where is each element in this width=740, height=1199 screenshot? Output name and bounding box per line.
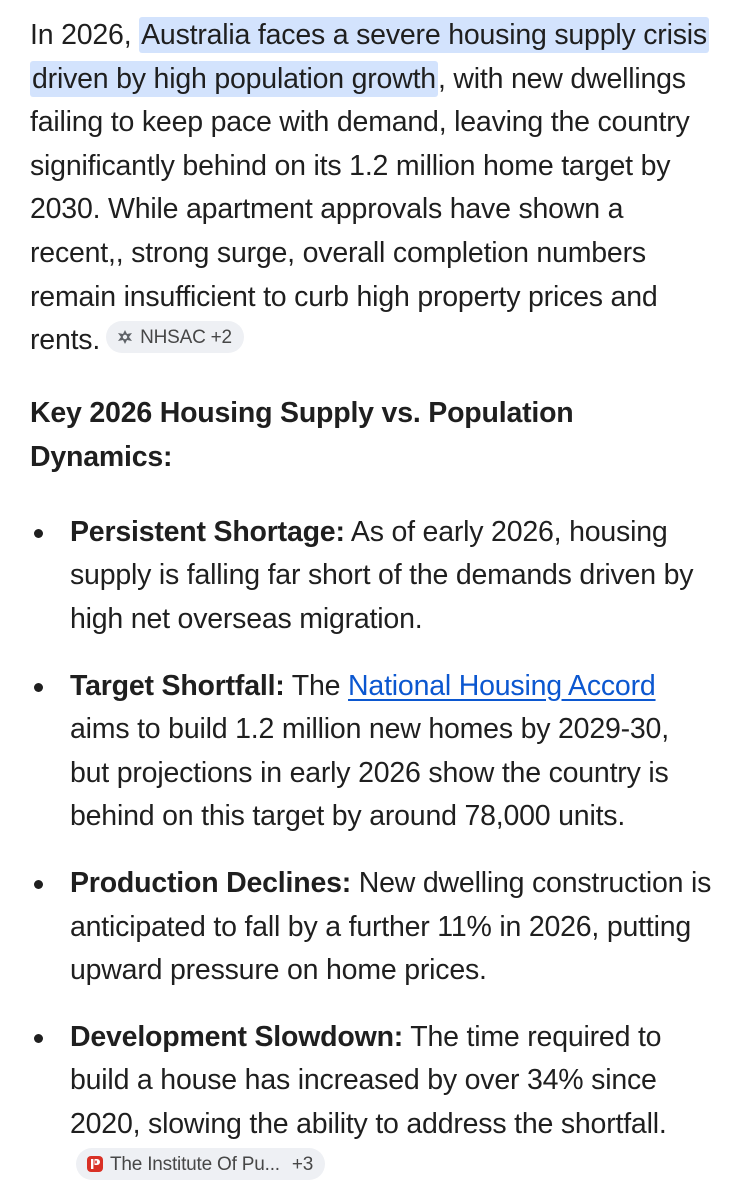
list-item-text: As of early 2026, housing supply is falling far short of the demands driven by high net overseas migration.	[70, 515, 694, 635]
list-item	[30, 1016, 714, 1190]
list-item-term: Persistent Shortage:	[70, 515, 345, 548]
source-chip-nhsac[interactable]	[106, 321, 244, 353]
source-chip-label: NHSAC +2	[140, 326, 232, 348]
source-chip-institute[interactable]	[76, 1148, 325, 1180]
coat-of-arms-icon	[116, 328, 134, 346]
bullet-icon	[34, 880, 43, 889]
list-item-term: Development Slowdown:	[70, 1020, 404, 1053]
source-chip-count: +3	[291, 1153, 314, 1175]
highlighted-claim[interactable]: Australia faces a severe housing supply crisis driven by high population growth	[32, 19, 707, 95]
bullet-icon	[34, 683, 43, 692]
source-chip-label: The Institute Of Pu...	[110, 1153, 280, 1175]
intro-rest: , with new dwellings failing to keep pace with demand, leaving the country significantly behind on its 1.2 million home target by 2030. While apartment approvals have shown a recent,, strong surge, overall completion numbers remain insufficient to curb high property prices and rents.	[30, 62, 690, 357]
list-item-text: New dwelling construction is anticipated to fall by a further 11% in 2026, putting upward pressure on home prices.	[70, 866, 712, 987]
intro-paragraph	[30, 14, 714, 363]
bullet-icon	[34, 529, 43, 538]
institute-logo-icon	[86, 1155, 104, 1173]
list-item	[30, 862, 714, 993]
national-housing-accord-link[interactable]: National Housing Accord	[348, 669, 656, 702]
intro-lead: In 2026,	[30, 19, 140, 51]
bullet-icon	[34, 1034, 43, 1043]
section-heading: Key 2026 Housing Supply vs. Population Dynamics:	[30, 396, 574, 473]
list-item-text-post: aims to build 1.2 million new homes by 2029-30, but projections in early 2026 show the country is behind on this target by around 78,000 units.	[70, 713, 669, 833]
key-points-list	[30, 511, 714, 1190]
list-item-text-pre: The	[284, 669, 349, 702]
list-item-text: The time required to build a house has increased by over 34% since 2020, slowing the ability to address the shortfall.	[70, 1020, 667, 1140]
list-item-term: Production Declines:	[70, 866, 352, 899]
list-item	[30, 665, 714, 839]
list-item-term: Target Shortfall:	[70, 669, 285, 702]
list-item	[30, 511, 714, 642]
